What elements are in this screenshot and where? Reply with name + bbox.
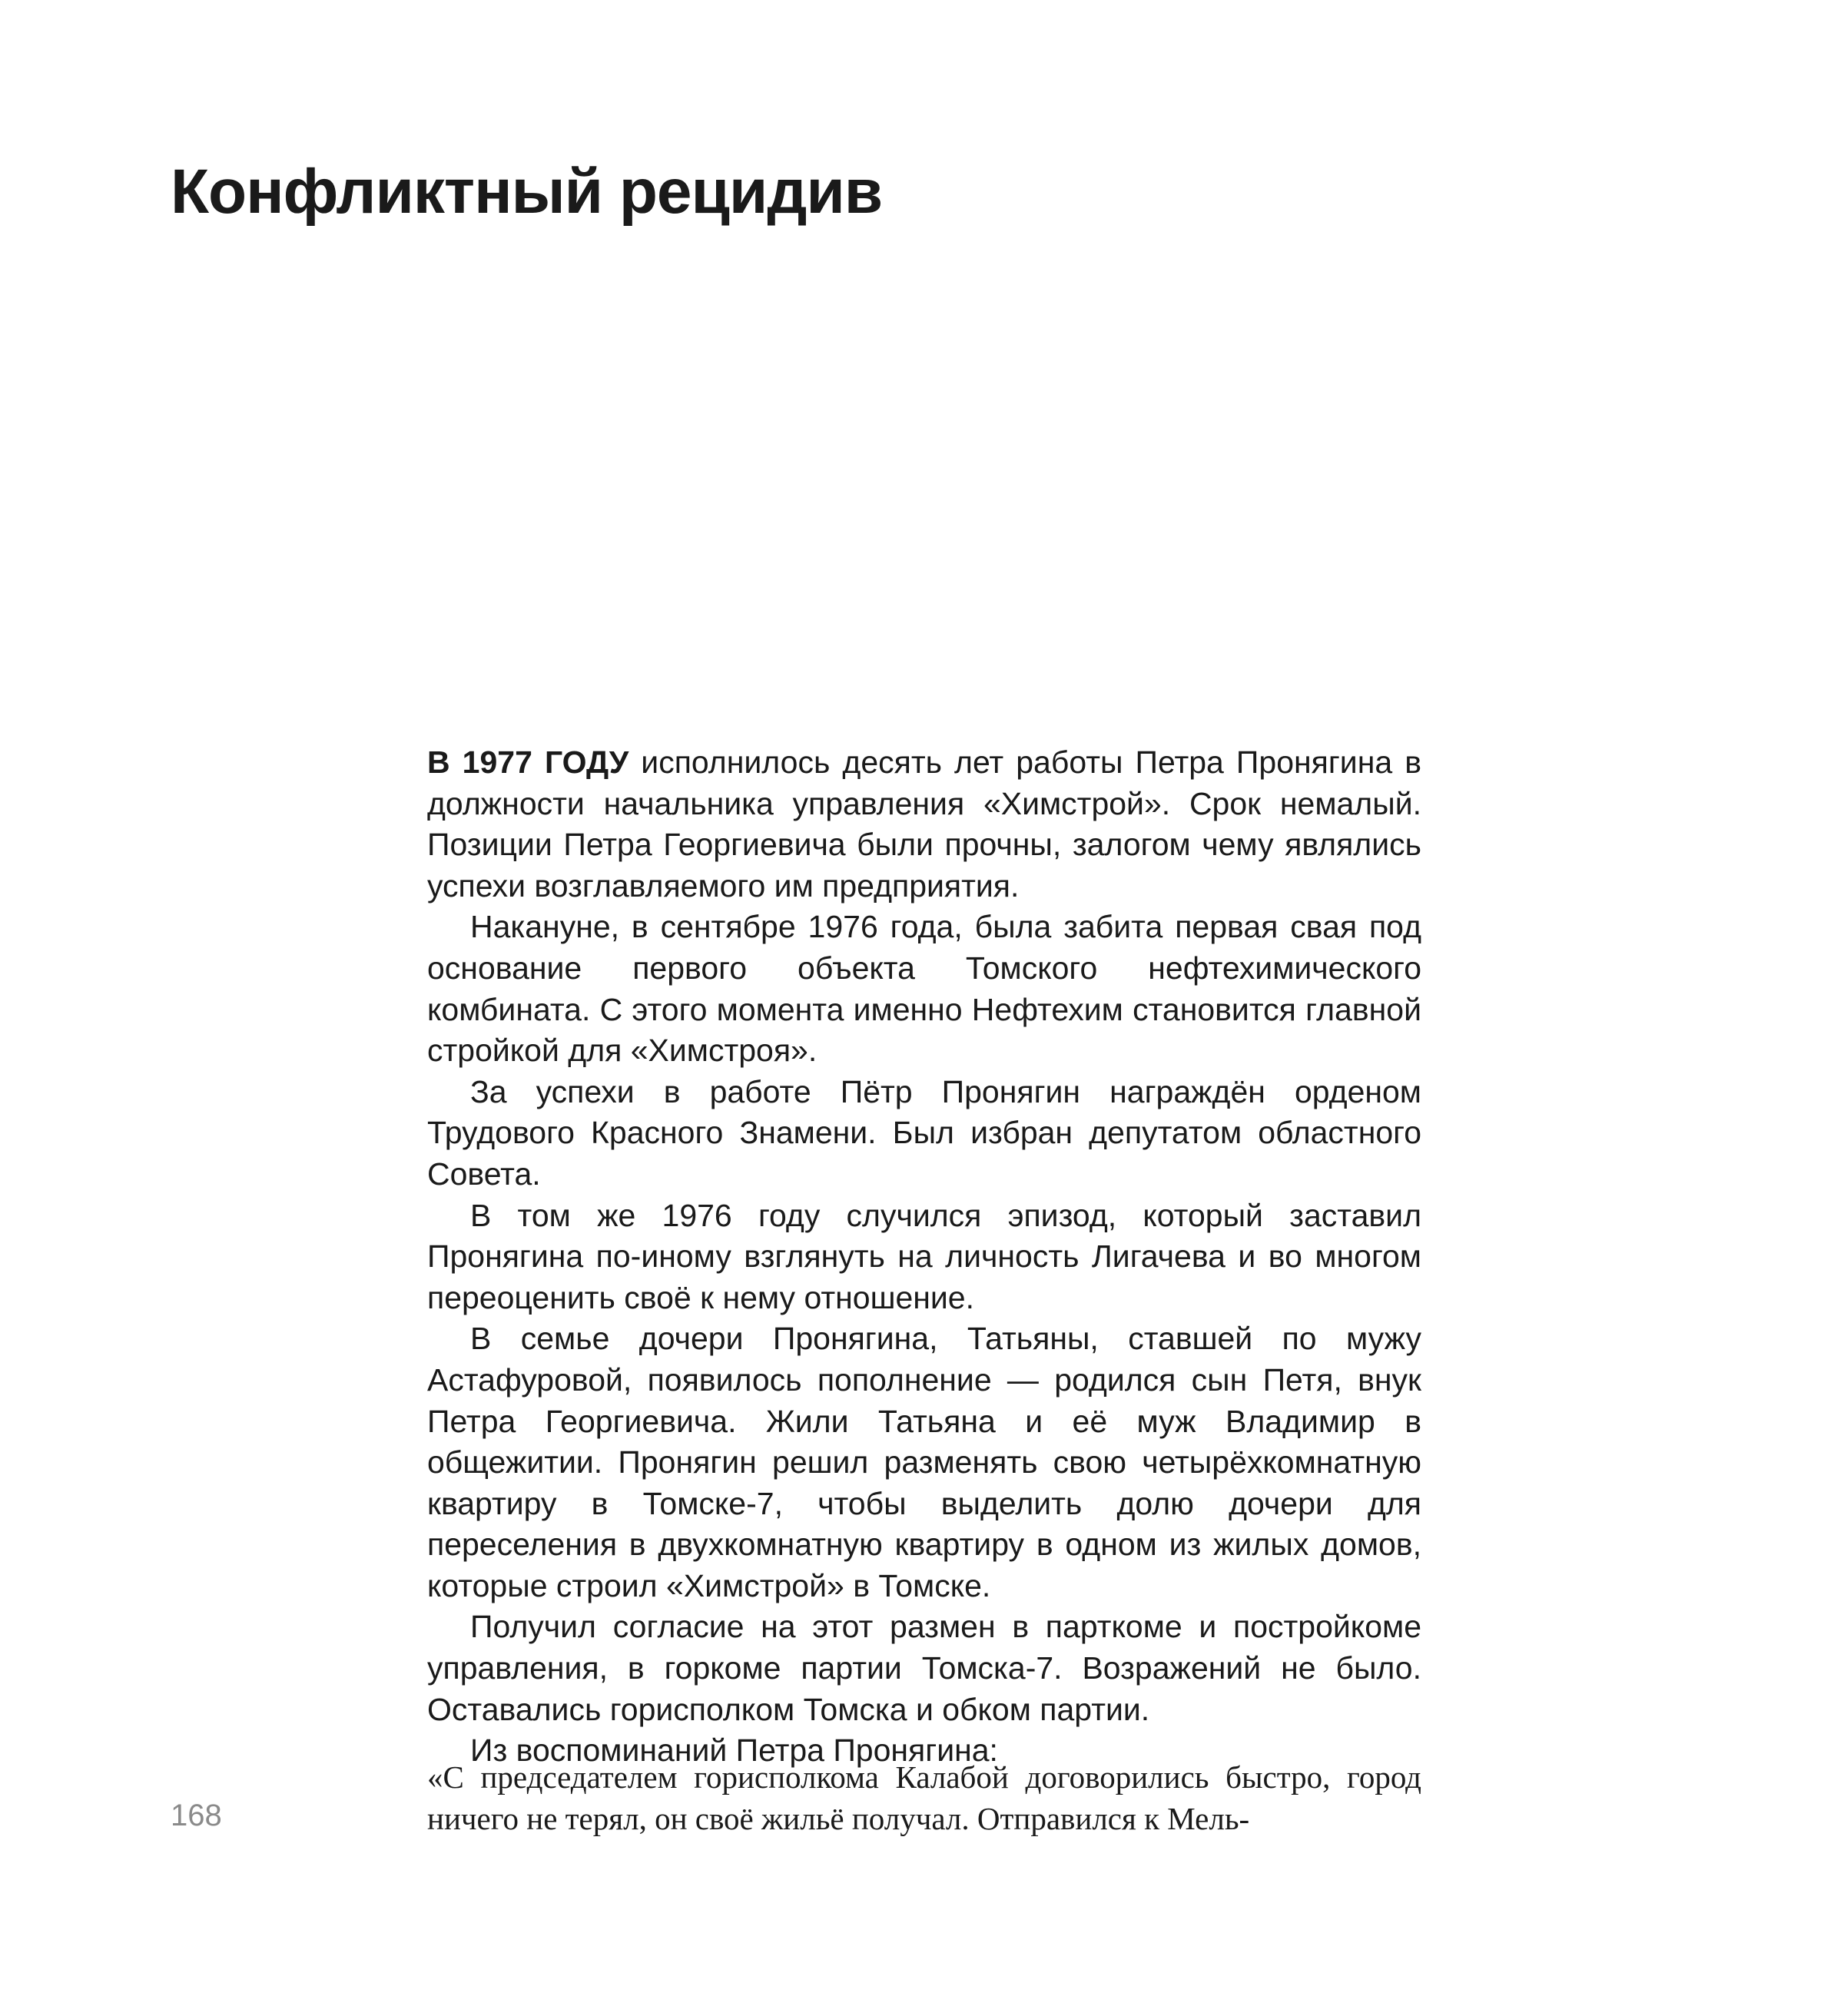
body-text [427,742,1421,1772]
paragraph-3: За успехи в работе Пётр Пронягин награждён орденом Трудового Красного Знамени. Был избран депутатом областного Совета. [427,1073,1421,1192]
paragraph-7: Из воспоминаний Петра Пронягина: [470,1732,998,1769]
paragraph-4: В том же 1976 году случился эпизод, который заставил Пронягина по-иному взглянуть на личность Лигачева и во многом переоценить своё к нему отношение. [427,1197,1421,1315]
memoir-quote: «С председателем горисполкома Калабой договорились быстро, город ничего не терял, он своё жильё получал. Отправился к Мель- [427,1759,1421,1836]
lead-in: В 1977 ГОДУ [427,744,629,780]
paragraph-6: Получил согласие на этот размен в парткоме и постройкоме управления, в горкоме партии Томска-7. Возражений не было. Оставались горисполком Томска и обком партии. [427,1609,1421,1727]
chapter-title: Конфликтный рецидив [171,157,883,227]
paragraph-1-text: исполнилось десять лет работы Петра Пронягина в должности начальника управления «Химстрой». Срок немалый. Позиции Петра Георгиевича были прочны, залогом чему являлись успехи возглавляемого им предприятия. [427,744,1421,904]
paragraph-1 [427,742,1421,907]
paragraph-5: В семье дочери Пронягина, Татьяны, ставшей по мужу Астафуровой, появилось пополнение — родился сын Петя, внук Петра Георгиевича. Жили Татьяна и её муж Владимир в общежитии. Пронягин решил разменять свою четырёхкомнатную квартиру в Томске-7, чтобы выделить долю дочери для переселения в двухкомнатную квартиру в одном из жилых домов, которые строил «Химстрой» в Томске. [427,1321,1421,1603]
paragraph-2: Накануне, в сентябре 1976 года, была забита первая свая под основание первого объекта Томского нефтехимического комбината. С этого момента именно Нефтехим становится главной стройкой для «Химстроя». [427,909,1421,1069]
page-number: 168 [171,1799,222,1832]
